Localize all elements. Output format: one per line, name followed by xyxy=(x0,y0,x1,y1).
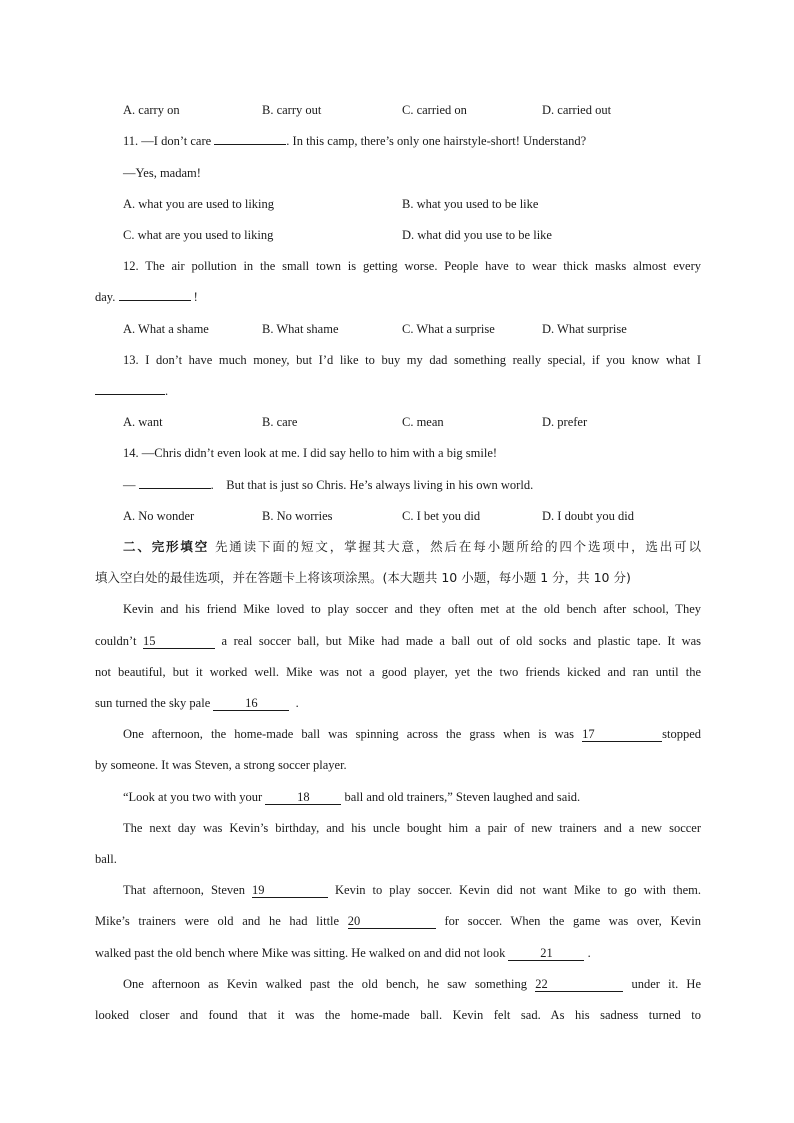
blank-19: 19 xyxy=(252,884,328,898)
q11-stem-end: . In this camp, there’s only one hairstyle-short! Understand? xyxy=(286,134,587,148)
q12-cont-start: day. xyxy=(95,290,116,304)
passage-text: . xyxy=(295,696,299,710)
passage-text: One afternoon, the home-made ball was spinning across the grass when is was xyxy=(123,727,575,741)
q11-stem-start: 11. —I don’t care xyxy=(123,134,212,148)
q13-blank xyxy=(95,394,165,395)
passage-p6-line1 xyxy=(123,976,701,992)
q13-stem: 13. I don’t have much money, but I’d like to buy my dad something really special, if you know what I xyxy=(123,353,701,367)
blank-18: 18 xyxy=(265,791,341,805)
q14-blank xyxy=(139,488,211,489)
blank-22: 22 xyxy=(535,978,623,992)
q12-option-d: D. What surprise xyxy=(542,322,627,336)
q14-reply-start: — xyxy=(123,478,136,492)
q12-blank xyxy=(119,300,191,301)
q12-option-a: A. What a shame xyxy=(123,322,209,336)
q14-stem: 14. —Chris didn’t even look at me. I did say hello to him with a big smile! xyxy=(123,446,498,460)
passage-p2-line1 xyxy=(123,726,701,742)
q11-stem xyxy=(123,133,701,149)
q14-option-b: B. No worries xyxy=(262,509,333,523)
blank-20: 20 xyxy=(348,915,436,929)
q11-option-a: A. what you are used to liking xyxy=(123,197,275,211)
passage-p4-line2: ball. xyxy=(95,852,117,866)
section2-instructions-a: 先通读下面的短文，掌握其大意，然后在每小题所给的四个选项中，选出可以 xyxy=(214,539,701,554)
blank-21: 21 xyxy=(508,947,584,961)
passage-text: stopped xyxy=(662,727,702,741)
passage-text: . xyxy=(587,946,591,960)
passage-text: “Look at you two with your xyxy=(123,790,263,804)
q14-option-c: C. I bet you did xyxy=(402,509,481,523)
passage-text: Mike’s trainers were old and he had little xyxy=(95,914,340,928)
passage-text: couldn’t xyxy=(95,634,137,648)
passage-p5-line3 xyxy=(95,945,701,961)
passage-p2-line2: by someone. It was Steven, a strong soccer player. xyxy=(95,758,347,772)
passage-p1-line2 xyxy=(95,633,701,649)
q13-option-c: C. mean xyxy=(402,415,444,429)
q13-option-d: D. prefer xyxy=(542,415,588,429)
q10-option-b: B. carry out xyxy=(262,103,322,117)
q12-option-c: C. What a surprise xyxy=(402,322,495,336)
passage-text: walked past the old bench where Mike was sitting. He walked on and did not look xyxy=(95,946,506,960)
passage-text: a real soccer ball, but Mike had made a ball out of old socks and plastic tape. It was xyxy=(221,634,702,648)
q13-option-a: A. want xyxy=(123,415,163,429)
passage-p3 xyxy=(123,789,701,805)
blank-16: 16 xyxy=(213,697,289,711)
q12-cont-end: ! xyxy=(193,290,198,304)
q12-stem-cont xyxy=(95,289,701,305)
q11-option-c: C. what are you used to liking xyxy=(123,228,274,242)
q11-blank xyxy=(214,144,286,145)
passage-text: Kevin to play soccer. Kevin did not want Mike to go with them. xyxy=(335,883,701,897)
q13-stem-cont xyxy=(95,383,701,399)
passage-text: for soccer. When the game was over, Kevin xyxy=(444,914,701,928)
passage-p4-line1: The next day was Kevin’s birthday, and his uncle bought him a pair of new trainers and a new soccer xyxy=(123,821,701,835)
q13-option-b: B. care xyxy=(262,415,298,429)
q14-option-a: A. No wonder xyxy=(123,509,195,523)
section2-heading xyxy=(123,539,701,555)
q11-option-d: D. what did you use to be like xyxy=(402,228,552,242)
q10-option-d: D. carried out xyxy=(542,103,612,117)
q12-stem: 12. The air pollution in the small town is getting worse. People have to wear thick masks almost every xyxy=(123,259,701,273)
q14-reply xyxy=(123,477,701,493)
passage-text: One afternoon as Kevin walked past the old bench, he saw something xyxy=(123,977,527,991)
q13-cont-end: . xyxy=(165,384,169,398)
q14-option-d: D. I doubt you did xyxy=(542,509,635,523)
q11-option-b: B. what you used to be like xyxy=(402,197,539,211)
passage-p1-line4 xyxy=(95,695,701,711)
section2-title: 二、完形填空 xyxy=(123,539,210,554)
blank-15: 15 xyxy=(143,635,215,649)
passage-p1-line1: Kevin and his friend Mike loved to play soccer and they often met at the old bench after school, They xyxy=(123,602,701,616)
passage-p1-line3: not beautiful, but it worked well. Mike was not a good player, yet the two friends kicked and ran until the xyxy=(95,665,701,679)
q10-option-c: C. carried on xyxy=(402,103,467,117)
q14-reply-end: . But that is just so Chris. He’s always living in his own world. xyxy=(210,478,534,492)
passage-p5-line2 xyxy=(95,913,701,929)
q10-option-a: A. carry on xyxy=(123,103,180,117)
passage-text: That afternoon, Steven xyxy=(123,883,245,897)
passage-p6-line2: looked closer and found that it was the home-made ball. Kevin felt sad. As his sadness turned to xyxy=(95,1008,701,1022)
section2-instructions-b: 填入空白处的最佳选项，并在答题卡上将该项涂黑。(本大题共 10 小题，每小题 1 分，共 10 分) xyxy=(95,570,631,585)
q11-reply: —Yes, madam! xyxy=(123,166,201,180)
blank-17: 17 xyxy=(582,728,662,742)
passage-p5-line1 xyxy=(123,882,701,898)
passage-text: sun turned the sky pale xyxy=(95,696,211,710)
passage-text: under it. He xyxy=(631,977,702,991)
q12-option-b: B. What shame xyxy=(262,322,339,336)
passage-text: ball and old trainers,” Steven laughed and said. xyxy=(344,790,581,804)
